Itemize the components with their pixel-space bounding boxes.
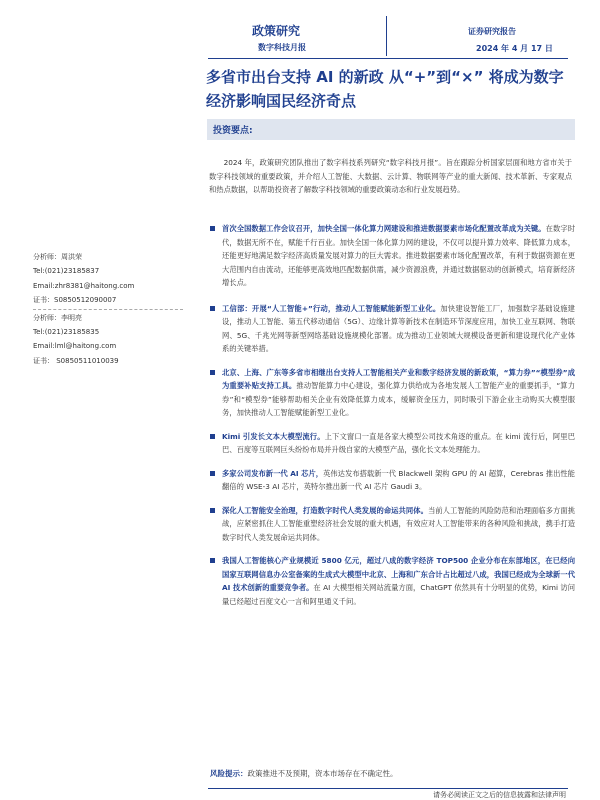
analyst-name: 分析师：李明亮: [33, 313, 82, 322]
header-right-title: 证券研究报告: [468, 27, 516, 36]
key-points-list: [210, 222, 575, 618]
report-date: 2024 年 4 月 17 日: [476, 44, 553, 53]
bullet-text: 加快建设智能工厂，加强数字基础设施建设，推动人工智能、第五代移动通信（5G）、边缘计算等新技术在制造环节深度应用，加快工业互联网、物联网、5G、千兆光网等新型网络基础设施规模化部署。成为推动工业领域大规模设备更新和建设现代化产业体系的关键举措。: [222, 303, 575, 353]
header-divider: [386, 16, 387, 56]
header-rule: [208, 58, 568, 59]
analyst-email[interactable]: Email:lml@haitong.com: [33, 342, 117, 351]
risk-text: 政策推进不及预期，资本市场存在不确定性。: [247, 769, 398, 778]
bullet-icon: [210, 226, 215, 231]
risk-label: 风险提示：: [210, 769, 248, 778]
bullet-highlight: 多家公司发布新一代 AI 芯片，: [222, 468, 324, 478]
bullet-text: 上下文窗口一直是各家大模型公司技术角逐的重点。在 kimi 流行后，阿里巴巴、百度等互联网巨头纷纷布局并升级自家的大模型产品，强化长文本处理能力。: [222, 431, 575, 454]
analyst-email[interactable]: Email:zhr8381@haitong.com: [33, 281, 135, 290]
bullet-highlight: Kimi 引发长文本大模型流行。: [222, 431, 325, 441]
bullet-highlight: 北京、上海、广东等多省市相继出台支持人工智能相关产业和数字经济发展的新政策，“算力券”“模型券”成为重要补贴支持工具。: [222, 367, 575, 390]
bullet-text: 在数字时代，数据无所不在，赋能千行百业。加快全国一体化算力网的建设，不仅可以提升算力效率、降低算力成本，还能更好地满足数字经济高质量发展对算力的巨大需求。推进数据要素市场化配置改革，有利于数据资源在更大范围内自由流动，还能够更高效地匹配数据供需，减少资源浪费，并通过数据驱动的创新模式，培育新经济增长点。: [222, 224, 576, 287]
list-item: [210, 430, 575, 457]
bullet-highlight: 我国人工智能核心产业规模近 5800 亿元，超过八成的数字经济 TOP500 企业分布在东部地区，在已经向国家互联网信息办公室备案的生成式大模型中北京、上海和广东合计占比超过八成，我国已经成为全球新一代 AI 技术创新的重要竞争者。: [222, 556, 575, 592]
list-item: [210, 504, 575, 545]
analyst-tel: Tel:(021)23185837: [33, 267, 100, 276]
bullet-highlight: 工信部：开展“人工智能+”行动，推动人工智能赋能新型工业化。: [222, 303, 441, 313]
analyst-separator: [33, 309, 183, 310]
bullet-text: 推动智能算力中心建设，强化算力供给成为各地发展人工智能产业的重要抓手，“算力券”和“模型券”能够帮助相关企业有效降低算力成本，缓解资金压力，同时吸引下游企业主动购买大模型服务，加快推动人工智能赋能新型工业化。: [222, 381, 576, 417]
report-headline: 多省市出台支持 AI 的新政 从“+”到“×” 将成为数字经济影响国民经济奇点: [206, 68, 564, 110]
list-item: [210, 222, 575, 290]
header-left-title: 政策研究: [252, 24, 301, 38]
section-bar: [207, 119, 575, 140]
analyst-name: 分析师：周洪荣: [33, 253, 82, 261]
bullet-icon: [210, 558, 215, 563]
footer-rule: [208, 788, 568, 789]
list-item: [210, 366, 575, 420]
bullet-text: 在 AI 大模型相关网站流量方面，ChatGPT 依然具有十分明显的优势，Kimi 访问量已经超过百度文心一言和阿里通义千问。: [222, 583, 575, 606]
bullet-icon: [210, 306, 215, 311]
analyst-tel: Tel:(021)23185835: [33, 328, 100, 337]
bullet-icon: [210, 508, 215, 513]
list-item: [210, 554, 575, 608]
bullet-icon: [210, 471, 215, 476]
bullet-icon: [210, 370, 215, 375]
footer-disclaimer: 请务必阅读正文之后的信息披露和法律声明: [433, 791, 566, 799]
analyst-cert: 证书：S0850512090007: [33, 296, 117, 305]
bullet-text: 英伟达发布搭载新一代 Blackwell 架构 GPU 的 AI 超算，Cerebras 推出性能翻倍的 WSE-3 AI 芯片，英特尔推出新一代 AI 芯片 Gaudi 3。: [222, 468, 575, 491]
analyst-cert: 证书： S0850511010039: [33, 356, 119, 365]
bullet-icon: [210, 434, 215, 439]
list-item: [210, 302, 575, 356]
header-left-subtitle: 数字科技月报: [258, 43, 306, 52]
intro-paragraph: 2024 年，政策研究团队推出了数字科技系列研究“数字科技月报”。旨在跟踪分析国家层面和地方省市关于数字科技领域的重要政策，并介绍人工智能、大数据、云计算、物联网等产业的重大新闻、技术革新、专家观点和热点数据，以帮助投资者了解数字科技领域的重要政策动态和行业发展趋势。: [209, 158, 572, 194]
list-item: [210, 467, 575, 494]
risk-warning: [210, 768, 398, 779]
bullet-highlight: 首次全国数据工作会议召开，加快全国一体化算力网建设和推进数据要素市场化配置改革成为关键。: [222, 224, 546, 233]
analyst-panel: [33, 250, 183, 368]
bullet-text: 当前人工智能的风险防范和治理面临多方面挑战，应紧密抓住人工智能重塑经济社会发展的重大机遇，有效应对人工智能带来的各种风险和挑战，携手打造数字时代人类发展命运共同体。: [222, 505, 576, 542]
section-title: 投资要点:: [213, 126, 253, 136]
bullet-highlight: 深化人工智能安全治理，打造数字时代人类发展的命运共同体。: [222, 505, 428, 515]
